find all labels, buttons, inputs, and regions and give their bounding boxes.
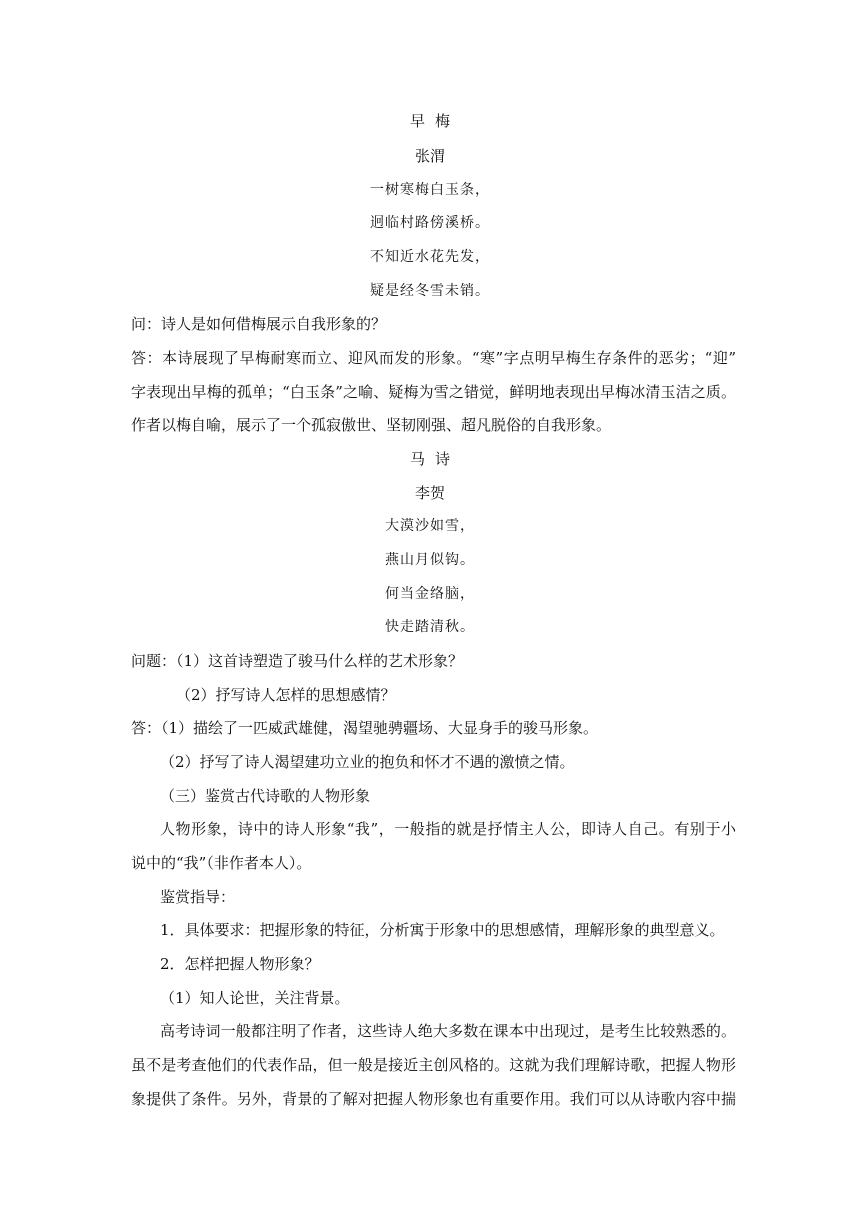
paragraph-line: 高考诗词一般都注明了作者，这些诗人绝大多数在课本中出现过，是考生比较熟悉的。 [160, 1022, 736, 1040]
poem-line: 疑是经冬雪未销。 [370, 283, 490, 299]
poem-title: 早梅 [409, 112, 460, 130]
question-text: 问题：（1）这首诗塑造了骏马什么样的艺术形象？ [131, 652, 464, 670]
poem-author: 李贺 [414, 484, 445, 502]
answer-line: 答：（1）描绘了一匹威武雄健，渴望驰骋疆场、大显身手的骏马形象。 [131, 719, 599, 737]
poem-line: 大漠沙如雪， [385, 518, 475, 534]
paragraph-line: 虽不是考查他们的代表作品，但一般是接近主创风格的。这就为我们理解诗歌，把握人物形 [131, 1056, 736, 1074]
poem-line: 快走踏清秋。 [385, 619, 475, 635]
poem-line: 燕山月似钩。 [385, 552, 475, 568]
poem-line: 不知近水花先发， [370, 249, 490, 265]
sub-heading: （1）知人论世，关注背景。 [160, 989, 350, 1007]
poem-line: 何当金络脑， [385, 586, 475, 602]
paragraph-line: 说中的“我”（非作者本人）。 [131, 854, 312, 872]
list-item: 1．具体要求：把握形象的特征，分析寓于形象中的思想感情，理解形象的典型意义。 [160, 921, 725, 939]
poem-line: 迥临村路傍溪桥。 [370, 215, 490, 231]
answer-line: 作者以梅自喻，展示了一个孤寂傲世、坚韧刚强、超凡脱俗的自我形象。 [131, 416, 612, 434]
guide-label: 鉴赏指导： [160, 888, 236, 906]
answer-line: 字表现出早梅的孤单；“白玉条”之喻、疑梅为雪之错觉，鲜明地表现出早梅冰清玉洁之质。 [131, 383, 736, 401]
paragraph-line: 象提供了条件。另外，背景的了解对把握人物形象也有重要作用。我们可以从诗歌内容中揣 [131, 1090, 736, 1108]
paragraph-line: 人物形象，诗中的诗人形象“我”，一般指的就是抒情主人公，即诗人自己。有别于小 [160, 820, 736, 838]
answer-line: （2）抒写了诗人渴望建功立业的抱负和怀才不遇的激愤之情。 [160, 753, 575, 771]
poem-line: 一树寒梅白玉条， [370, 182, 490, 198]
answer-line: 答：本诗展现了早梅耐寒而立、迎风而发的形象。“寒”字点明早梅生存条件的恶劣；“迎” [131, 349, 736, 367]
list-item: 2．怎样把握人物形象？ [160, 955, 320, 973]
poem-author: 张渭 [414, 147, 445, 165]
poem-title: 马诗 [409, 450, 460, 468]
section-heading: （三）鉴赏古代诗歌的人物形象 [160, 787, 371, 805]
question-text: （2）抒写诗人怎样的思想感情？ [176, 686, 396, 704]
question-text: 问：诗人是如何借梅展示自我形象的？ [131, 315, 387, 333]
